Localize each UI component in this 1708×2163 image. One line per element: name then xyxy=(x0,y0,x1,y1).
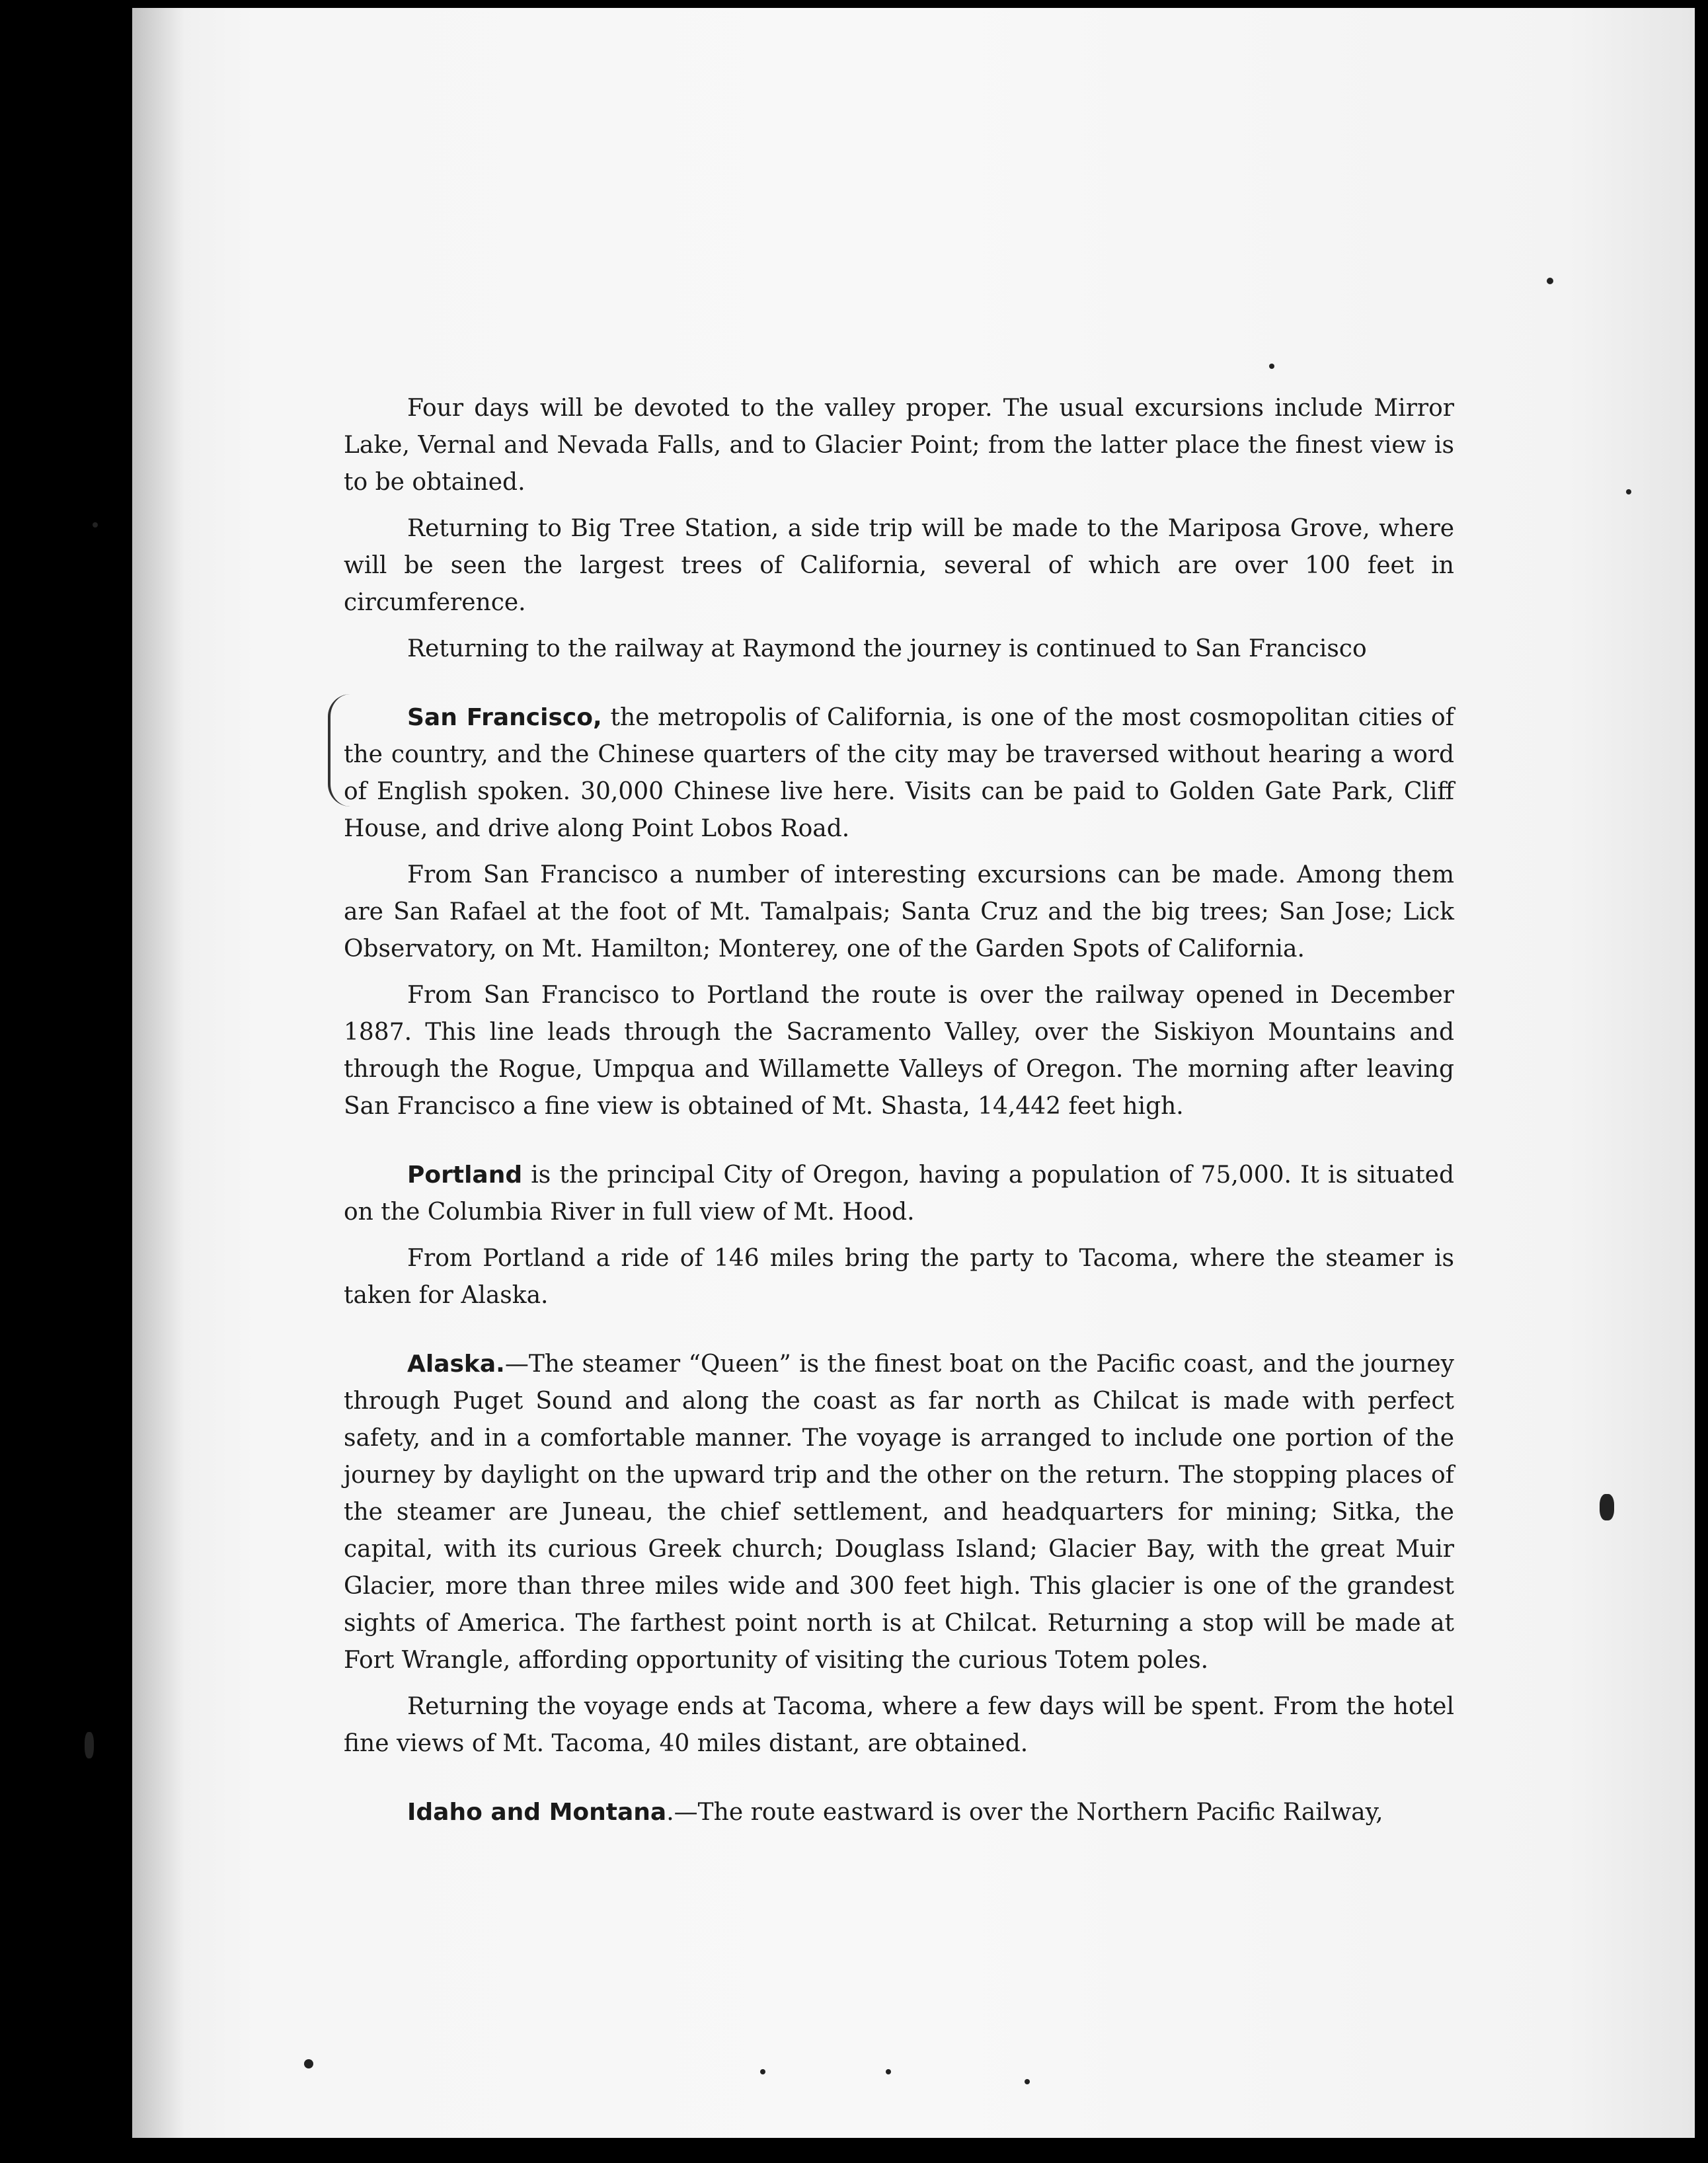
paragraph-text: the metropolis of California, is one of the most cosmopolitan cities of the country, and the Chinese quarters of the city may be traversed without hearing a word of English spoken. 30,000 Chinese live here. Visits can be paid to Golden Gate Park, Cliff House, and drive along Point Lobos Road. xyxy=(344,704,1454,842)
section-portland xyxy=(344,1157,1454,1231)
paragraph xyxy=(344,857,1454,968)
paragraph-text: From San Francisco to Portland the route is over the railway opened in December 1887. This line leads through the Sacramento Valley, over the Siskiyon Mountains and through the Rogue, Umpqua and Willamette Valleys of Oregon. The morning after leaving San Francisco a fine view is obtained of Mt. Shasta, 14,442 feet high. xyxy=(344,982,1454,1120)
paragraph-text: —The steamer “Queen” is the finest boat on the Pacific coast, and the journey through Puget Sound and along the coast as far north as Chilcat is made with perfect safety, and in a comfortable manner. The voyage is arranged to include one portion of the journey by daylight on the upward trip and the other on the return. The stopping places of the steamer are Juneau, the chief settlement, and headquarters for mining; Sitka, the capital, with its curious Greek church; Douglass Island; Glacier Bay, with the great Muir Glacier, more than three miles wide and 300 feet high. This glacier is one of the grandest sights of America. The farthest point north is at Chilcat. Returning a stop will be made at Fort Wrangle, affording opportunity of visiting the curious Totem poles. xyxy=(344,1351,1454,1674)
paragraph-text: From Portland a ride of 146 miles bring the party to Tacoma, where the steamer is taken for Alaska. xyxy=(344,1245,1454,1309)
paragraph-text: Four days will be devoted to the valley proper. The usual excursions include Mirror Lake, Vernal and Nevada Falls, and to Glacier Point; from the latter place the finest view is to be obtained. xyxy=(344,395,1454,496)
section-heading: Portland xyxy=(407,1161,523,1189)
ink-speck xyxy=(760,2069,765,2074)
section-heading: Idaho and Montana xyxy=(407,1799,667,1826)
section-heading: San Francisco, xyxy=(407,704,602,731)
ink-speck xyxy=(1269,364,1274,369)
document-body xyxy=(344,390,1454,1840)
paragraph xyxy=(344,1688,1454,1762)
section-alaska xyxy=(344,1346,1454,1679)
section-san-francisco xyxy=(344,699,1454,847)
ink-speck xyxy=(1025,2079,1030,2084)
paragraph xyxy=(344,631,1454,668)
paragraph-text: Returning the voyage ends at Tacoma, where a few days will be spent. From the hotel fine views of Mt. Tacoma, 40 miles distant, are obtained. xyxy=(344,1693,1454,1757)
scan-border xyxy=(1695,0,1708,2163)
ink-speck xyxy=(1600,1494,1614,1520)
ink-speck xyxy=(886,2069,891,2074)
section-heading: Alaska. xyxy=(407,1351,505,1378)
paragraph-text: .—The route eastward is over the Northern Pacific Railway, xyxy=(666,1799,1383,1826)
ink-speck xyxy=(85,1732,94,1758)
paragraph-text: Returning to the railway at Raymond the journey is continued to San Francisco xyxy=(407,635,1367,662)
ink-speck xyxy=(93,522,98,528)
section-idaho-montana xyxy=(344,1794,1454,1831)
ink-speck xyxy=(1626,489,1631,494)
ink-speck xyxy=(304,2059,313,2068)
ink-speck xyxy=(1547,278,1553,284)
paragraph xyxy=(344,510,1454,621)
page-shadow xyxy=(132,8,185,2138)
paragraph xyxy=(344,1240,1454,1314)
paragraph-text: Returning to Big Tree Station, a side trip will be made to the Mariposa Grove, where will be seen the largest trees of California, several of which are over 100 feet in circumference. xyxy=(344,515,1454,616)
paragraph xyxy=(344,977,1454,1125)
paragraph-text: From San Francisco a number of interesting excursions can be made. Among them are San Rafael at the foot of Mt. Tamalpais; Santa Cruz and the big trees; San Jose; Lick Observatory, on Mt. Hamilton; Monterey, one of the Garden Spots of California. xyxy=(344,861,1454,963)
paragraph xyxy=(344,390,1454,501)
paragraph-text: is the principal City of Oregon, having a population of 75,000. It is situated on the Columbia River in full view of Mt. Hood. xyxy=(344,1161,1454,1226)
